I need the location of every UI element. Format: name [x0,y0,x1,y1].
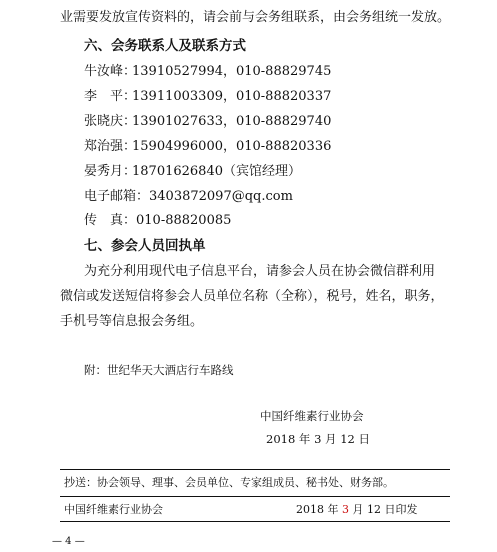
footer-date-pre: 2018 年 [296,503,342,516]
contact-name: 张晓庆： [84,114,137,129]
contact-phone: 13910527994，010-88829745 [132,64,332,79]
signature-org: 中国纤维素行业协会 [260,409,364,423]
cc-line: 抄送：协会领导、理事、会员单位、专家组成员、秘书处、财务部。 [64,476,394,489]
email-label: 电子邮箱： [84,189,150,204]
attachment-note: 附：世纪华天大酒店行车路线 [84,363,234,377]
contact-row [84,89,331,105]
email-row [84,189,293,205]
footer-bottom-rule [60,521,450,522]
contact-name: 郑治强： [84,139,137,154]
cc-top-rule [60,469,450,470]
contact-phone: 13901027633，010-88829740 [132,114,332,129]
contact-phone: 13911003309，010-88820337 [132,89,332,104]
footer-date-post: 月 12 日印发 [349,503,418,516]
fax-row [84,213,231,229]
signature-date: 2018 年 3 月 12 日 [266,432,370,446]
page-number: — 4 — [52,536,85,547]
footer-print-date [296,502,418,518]
email-value: 3403872097@qq.com [149,189,293,204]
paragraph-line: 为充分利用现代电子信息平台，请参会人员在协会微信群利用 [84,264,436,279]
intro-tail-text: 业需要发放宣传资料的，请会前与会务组联系，由会务组统一发放。 [60,10,451,25]
contact-phone: 15904996000，010-88820336 [132,139,332,154]
cc-bottom-rule [60,496,450,497]
paragraph-line: 手机号等信息报会务组。 [60,314,204,329]
footer-org: 中国纤维素行业协会 [64,503,163,516]
paragraph-line: 微信或发送短信将参会人员单位名称（全称），税号，姓名，职务， [60,289,444,304]
contact-name: 李 平： [84,89,137,104]
contact-row [84,64,331,80]
fax-label: 传 真： [84,213,137,228]
footer-date-month: 3 [342,503,349,516]
contact-phone: 18701626840（宾馆经理） [132,164,301,179]
contact-row [84,114,331,130]
section-7-heading: 七、参会人员回执单 [84,238,206,254]
fax-value: 010-88820085 [136,213,232,228]
contact-name: 牛汝峰： [84,64,137,79]
contact-name: 晏秀月： [84,164,137,179]
contact-row [84,139,331,155]
section-6-heading: 六、会务联系人及联系方式 [84,38,246,54]
contact-row [84,164,301,180]
